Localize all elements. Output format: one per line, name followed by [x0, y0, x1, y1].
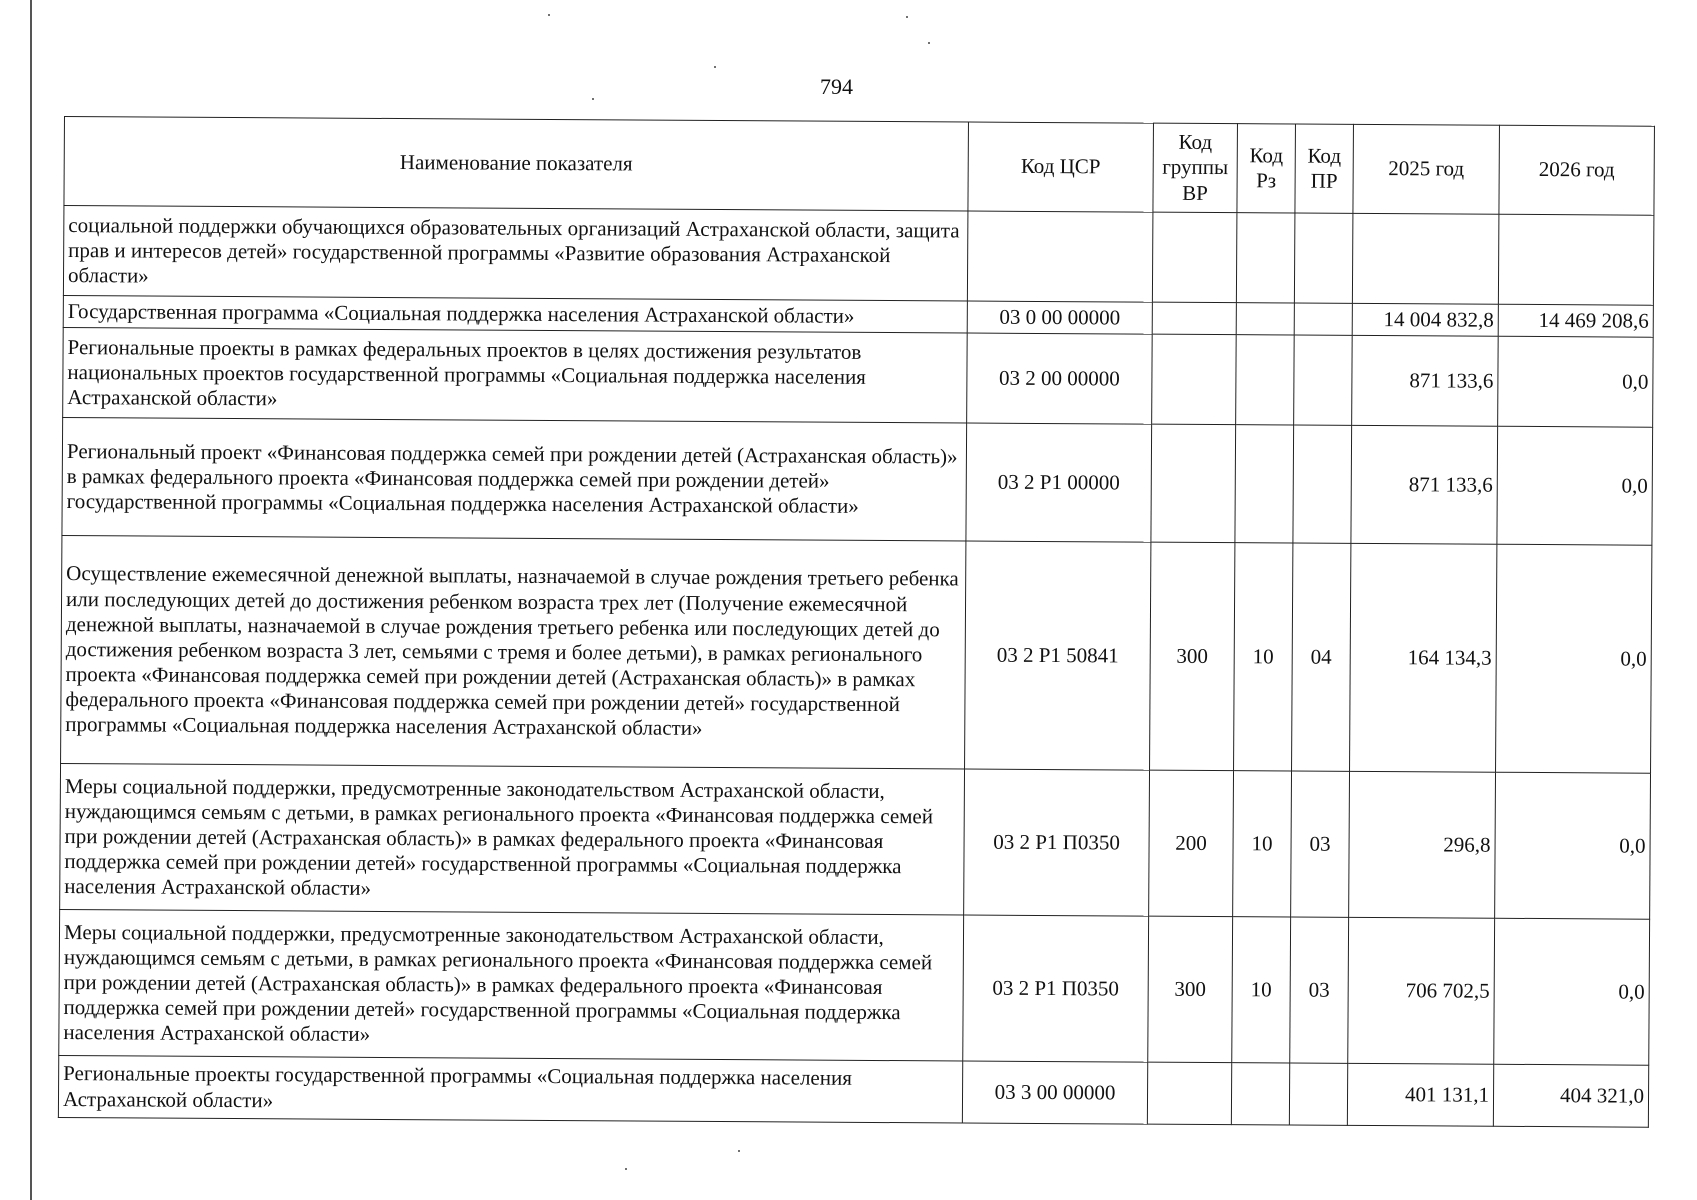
row-2026: 0,0 [1495, 772, 1651, 919]
budget-table [58, 116, 1655, 1128]
row-2026 [1498, 214, 1654, 305]
row-name: Меры социальной поддержки, предусмотренные законодательством Астраханской области, нуждающимся семьям с детьми, в рамках регионального проекта «Финансовая поддержка семей при рождении детей (Астраханская область)» в рамках федерального проекта «Финансовая поддержка семей при рождении детей» государственной программы «Социальная поддержка населения Астраханской области» [59, 909, 964, 1061]
row-rz: 10 [1234, 543, 1293, 771]
table-row [62, 417, 1653, 545]
row-2026: 0,0 [1496, 544, 1652, 773]
row-2025: 296,8 [1349, 771, 1496, 918]
row-pr [1294, 213, 1353, 303]
header-csr: Код ЦСР [968, 122, 1154, 212]
page-number: 794 [820, 74, 853, 99]
row-vr [1151, 424, 1236, 543]
table-row [58, 1055, 1648, 1127]
row-rz: 10 [1232, 917, 1291, 1063]
header-rz: Код Рз [1237, 124, 1296, 213]
row-2025 [1352, 213, 1499, 304]
binding-line [30, 0, 32, 1200]
row-name: Государственная программа «Социальная поддержка населения Астраханской области» [63, 295, 967, 333]
row-name: социальной поддержки обучающихся образовательных организаций Астраханской области, защита прав и интересов детей» государственной программы «Развитие образования Астраханской области» [63, 206, 968, 302]
row-vr [1152, 334, 1237, 425]
row-2025: 401 131,1 [1347, 1063, 1493, 1126]
row-vr [1152, 302, 1236, 335]
row-csr: 03 0 00 00000 [967, 301, 1152, 334]
table-row [60, 763, 1651, 919]
row-vr: 200 [1149, 770, 1234, 917]
header-2025: 2025 год [1353, 124, 1500, 214]
row-pr: 04 [1292, 543, 1351, 771]
row-vr: 300 [1148, 916, 1233, 1063]
row-pr: 03 [1291, 771, 1350, 917]
row-pr [1289, 1063, 1347, 1125]
row-vr [1152, 212, 1237, 303]
row-vr [1147, 1062, 1231, 1125]
row-2026: 14 469 208,6 [1498, 304, 1653, 337]
header-name: Наименование показателя [64, 117, 969, 212]
row-pr: 03 [1290, 917, 1349, 1063]
row-2025: 164 134,3 [1350, 543, 1497, 772]
row-2025: 706 702,5 [1348, 917, 1495, 1064]
row-pr [1294, 335, 1353, 425]
row-csr: 03 3 00 00000 [962, 1061, 1147, 1124]
table-row [63, 327, 1654, 427]
row-pr [1294, 303, 1352, 335]
row-csr: 03 2 Р1 П0350 [963, 915, 1149, 1062]
row-pr [1293, 425, 1352, 543]
row-rz [1236, 303, 1294, 335]
row-vr: 300 [1150, 542, 1235, 771]
budget-sheet [58, 116, 1654, 1128]
row-2026: 0,0 [1497, 426, 1653, 545]
row-rz: 10 [1233, 771, 1292, 917]
row-2025: 871 133,6 [1352, 335, 1499, 426]
table-row [63, 206, 1654, 306]
row-name: Региональные проекты в рамках федеральных проектов в целях достижения результатов национальных проектов государственной программы «Социальная поддержка населения Астраханской области» [63, 327, 968, 423]
row-csr [967, 211, 1153, 302]
table-header-row [64, 117, 1655, 216]
row-csr: 03 2 Р1 П0350 [964, 769, 1150, 916]
row-2025: 871 133,6 [1351, 425, 1498, 544]
row-csr: 03 2 Р1 00000 [966, 423, 1152, 542]
row-rz [1231, 1063, 1289, 1125]
row-csr: 03 2 Р1 50841 [965, 541, 1151, 770]
row-2026: 0,0 [1494, 918, 1650, 1065]
row-rz [1236, 335, 1295, 425]
table-row [61, 535, 1652, 773]
row-csr: 03 2 00 00000 [967, 333, 1153, 424]
row-name: Меры социальной поддержки, предусмотренные законодательством Астраханской области, нуждающимся семьям с детьми, в рамках регионального проекта «Финансовая поддержка семей при рождении детей (Астраханская область)» в рамках федерального проекта «Финансовая поддержка семей при рождении детей» государственной программы «Социальная поддержка населения Астраханской области» [60, 763, 965, 915]
row-rz [1236, 213, 1295, 303]
header-vr: Код группы ВР [1153, 123, 1238, 213]
row-name: Региональные проекты государственной программы «Социальная поддержка населения Астраханской области» [58, 1055, 962, 1123]
table-row [59, 909, 1650, 1065]
row-2025: 14 004 832,8 [1352, 303, 1498, 336]
row-rz [1235, 425, 1294, 543]
row-name: Осуществление ежемесячной денежной выплаты, назначаемой в случае рождения третьего ребенка или последующих детей до достижения ребенком возраста трех лет (Получение ежемесячной денежной выплаты, назначаемой в случае рождения третьего ребенка или последующих детей до достижения ребенком возраста 3 лет, семьями с тремя и более детьми), в рамках регионального проекта «Финансовая поддержка семей при рождении детей (Астраханская область)» в рамках федерального проекта «Финансовая поддержка семей при рождении детей» государственной программы «Социальная поддержка населения Астраханской области» [61, 535, 966, 769]
row-2026: 404 321,0 [1493, 1064, 1648, 1127]
header-2026: 2026 год [1499, 125, 1655, 215]
row-2026: 0,0 [1498, 336, 1654, 427]
row-name: Региональный проект «Финансовая поддержка семей при рождении детей (Астраханская область)» в рамках федерального проекта «Финансовая поддержка семей при рождении детей» государственной программы «Социальная поддержка населения Астраханской области» [62, 417, 967, 541]
header-pr: Код ПР [1295, 124, 1354, 213]
